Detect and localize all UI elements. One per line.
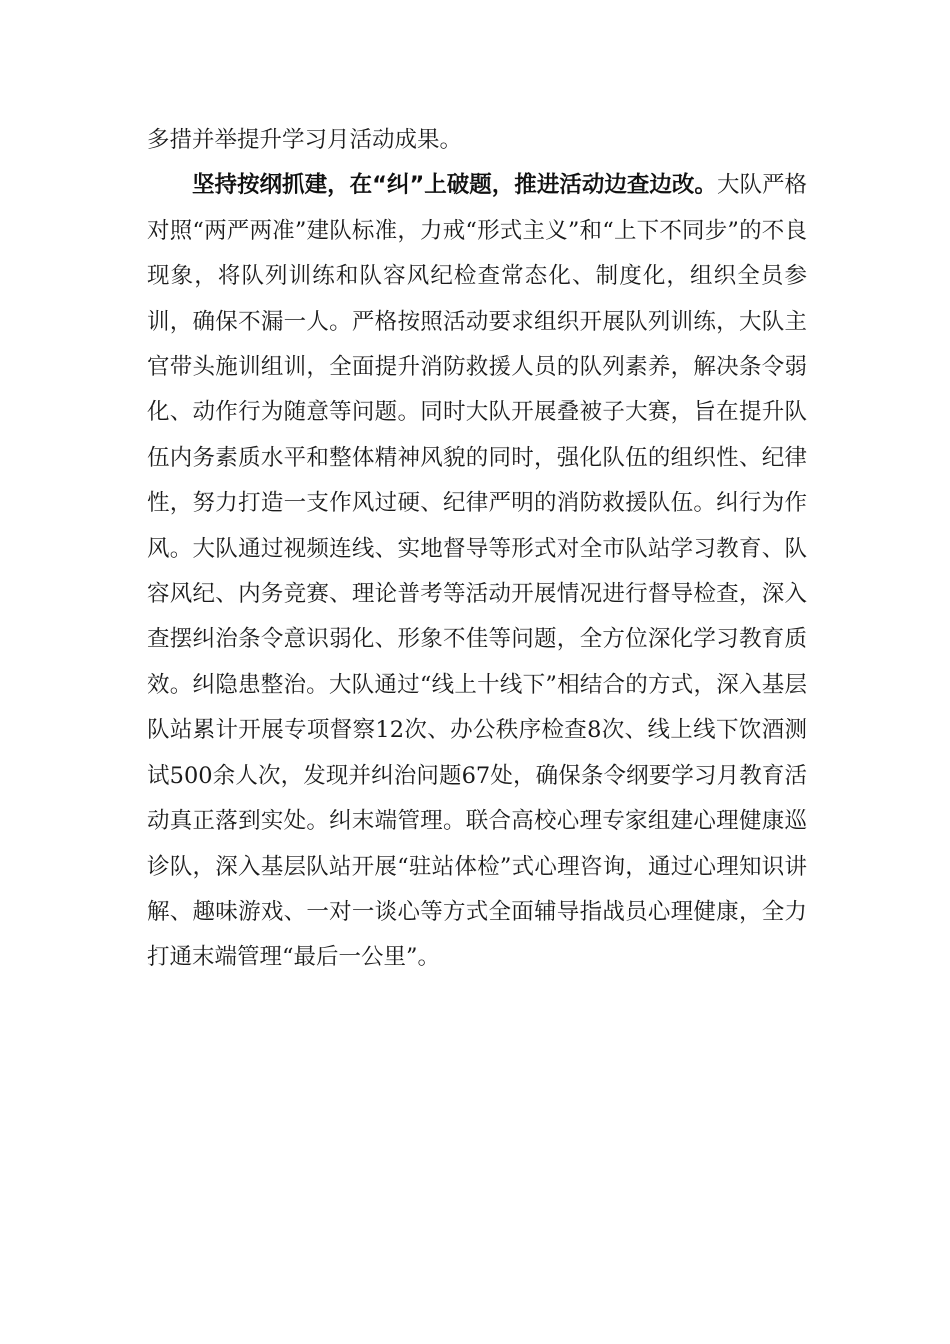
section-paragraph [147,163,807,980]
lead-paragraph [147,118,807,163]
section-heading: 坚持按纲抓建，在“纠”上破题，推进活动边查边改。 [192,172,717,199]
lead-line-text: 多措并举提升学习月活动成果。 [147,127,463,153]
section-body-text: 大队严格对照“两严两准”建队标准，力戒“形式主义”和“上下不同步”的不良现象，将队列训练和队容风纪检查常态化、制度化，组织全员参训，确保不漏一人。严格按照活动要求组织开展队列训练，大队主官带头施训组训，全面提升消防救援人员的队列素养，解决条令弱化、动作行为随意等问题。同时大队开展叠被子大赛，旨在提升队伍内务素质水平和整体精神风貌的同时，强化队伍的组织性、纪律性，努力打造一支作风过硬、纪律严明的消防救援队伍。纠行为作风。大队通过视频连线、实地督导等形式对全市队站学习教育、队容风纪、内务竞赛、理论普考等活动开展情况进行督导检查，深入查摆纠治条令意识弱化、形象不佳等问题，全方位深化学习教育质效。纠隐患整治。大队通过“线上十线下”相结合的方式，深入基层队站累计开展专项督察12次、办公秩序检查8次、线上线下饮酒测试500余人次，发现并纠治问题67处，确保条令纲要学习月教育活动真正落到实处。纠末端管理。联合高校心理专家组建心理健康巡诊队，深入基层队站开展“驻站体检”式心理咨询，通过心理知识讲解、趣味游戏、一对一谈心等方式全面辅导指战员心理健康，全力打通末端管理“最后一公里”。 [147,172,807,971]
document-body [147,118,807,981]
